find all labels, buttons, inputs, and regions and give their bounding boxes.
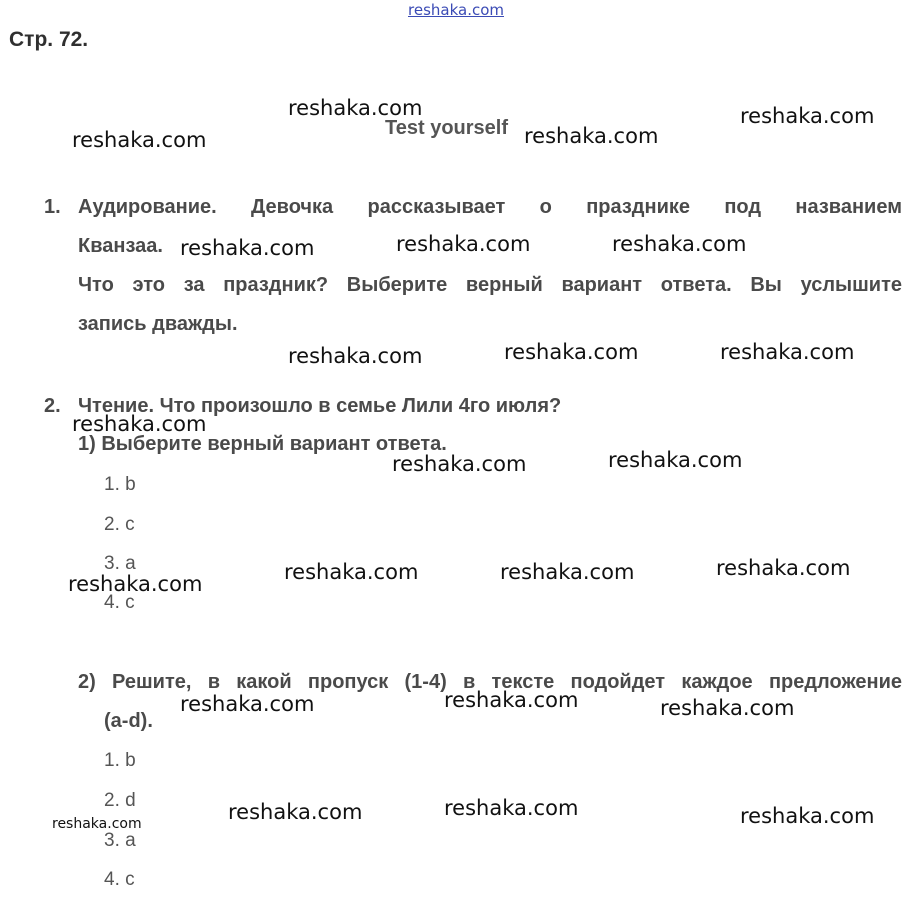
watermark: reshaka.com <box>288 344 423 368</box>
watermark: reshaka.com <box>720 340 855 364</box>
task-1-line-1: Аудирование. Девочка рассказывает о празднике под названием <box>78 196 902 218</box>
part-2-answer-4: 4. c <box>104 869 135 890</box>
watermark: reshaka.com <box>392 452 527 476</box>
watermark: reshaka.com <box>524 124 659 148</box>
part-2-answer-3: 3. a <box>104 830 136 851</box>
watermark: reshaka.com <box>180 692 315 716</box>
watermark: reshaka.com <box>396 232 531 256</box>
section-title: Test yourself <box>385 117 508 139</box>
task-2-part-1-label: 1) Выберите верный вариант ответа. <box>78 433 447 455</box>
part-1-answer-3: 3. a <box>104 553 136 574</box>
watermark: reshaka.com <box>180 236 315 260</box>
part-1-answer-2: 2. c <box>104 514 135 535</box>
part-2-answer-2: 2. d <box>104 790 136 811</box>
watermark: reshaka.com <box>444 796 579 820</box>
watermark: reshaka.com <box>716 556 851 580</box>
watermark: reshaka.com <box>72 128 207 152</box>
page-number: Стр. 72. <box>9 28 89 51</box>
watermark: reshaka.com <box>612 232 747 256</box>
part-1-answer-1: 1. b <box>104 474 136 495</box>
task-2-heading: Чтение. Что произошло в семье Лили 4го июля? <box>78 395 562 417</box>
site-link[interactable]: reshaka.com <box>408 1 504 19</box>
watermark: reshaka.com <box>228 800 363 824</box>
task-2-part-2-label-line-1: 2) Решите, в какой пропуск (1-4) в тексте подойдет каждое предложение <box>78 671 902 693</box>
part-1-answer-4: 4. c <box>104 592 135 613</box>
part-2-answer-1: 1. b <box>104 750 136 771</box>
watermark: reshaka.com <box>68 572 203 596</box>
task-1-line-3: Что это за праздник? Выберите верный вариант ответа. Вы услышите <box>78 274 902 296</box>
task-1-line-4: запись дважды. <box>78 313 238 335</box>
watermark: reshaka.com <box>608 448 743 472</box>
task-2-number: 2. <box>44 395 61 417</box>
watermark: reshaka.com <box>740 104 875 128</box>
watermark: reshaka.com <box>660 696 795 720</box>
task-1-number: 1. <box>44 196 61 218</box>
watermark: reshaka.com <box>504 340 639 364</box>
task-2-part-2-label-line-2: (a-d). <box>104 710 153 732</box>
watermark: reshaka.com <box>740 804 875 828</box>
watermark: reshaka.com <box>500 560 635 584</box>
watermark-small: reshaka.com <box>52 816 142 832</box>
watermark: reshaka.com <box>288 96 423 120</box>
watermark: reshaka.com <box>72 412 207 436</box>
watermark: reshaka.com <box>284 560 419 584</box>
task-1-line-2: Кванзаа. <box>78 235 163 257</box>
watermark: reshaka.com <box>444 688 579 712</box>
